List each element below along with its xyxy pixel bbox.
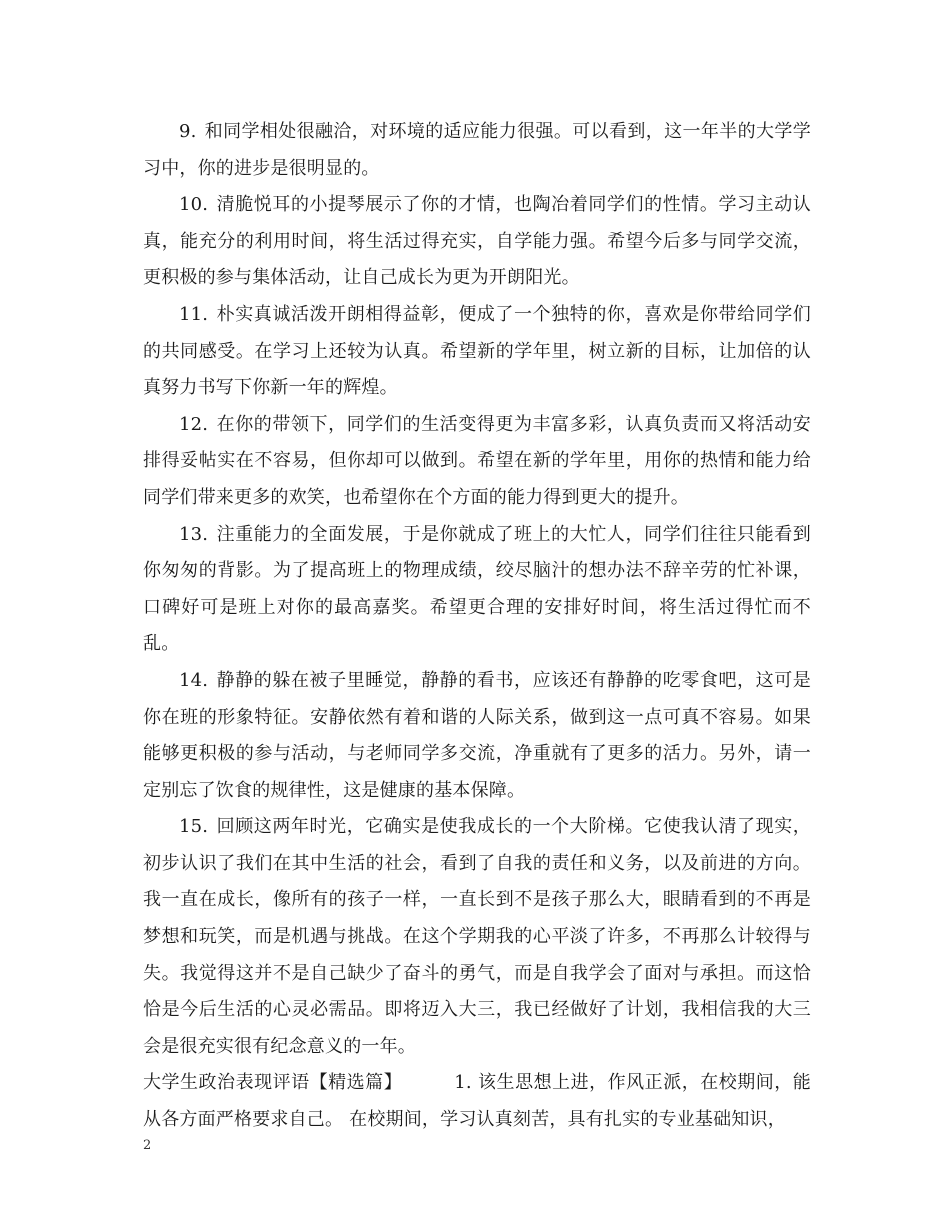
item-number: 11. [179,303,209,325]
item-text: 朴实真诚活泼开朗相得益彰，便成了一个独特的你，喜欢是你带给同学们的共同感受。在学习上还较为认真。希望新的学年里，树立新的目标，让加倍的认真努力书写下你新一年的辉煌。 [143,303,811,399]
item-text: 静静的躲在被子里睡觉，静静的看书，应该还有静静的吃零食吧，这可是你在班的形象特征。安静依然有着和谐的人际关系，做到这一点可真不容易。如果能够更积极的参与活动，与老师同学多交流，净重就有了更多的活力。另外，请一定别忘了饮食的规律性，这是健康的基本保障。 [143,669,811,801]
item-text: 和同学相处很融洽，对环境的适应能力很强。可以看到，这一年半的大学学习中，你的进步是很明显的。 [143,121,811,179]
section-start-paragraph [143,1065,811,1138]
comment-paragraph-9 [143,114,811,187]
item-number: 14. [179,669,209,691]
document-body [143,114,811,1139]
item-number: 9. [179,121,197,142]
comment-paragraph-11 [143,297,811,407]
item-number: 13. [179,523,209,545]
item-number: 15. [179,816,209,838]
item-text: 清脆悦耳的小提琴展示了你的才情，也陶冶着同学们的性情。学习主动认真，能充分的利用时间，将生活过得充实，自学能力强。希望今后多与同学交流，更积极的参与集体活动，让自己成长为更为开朗阳光。 [143,194,811,289]
comment-paragraph-14 [143,663,811,809]
item-text: 回顾这两年时光，它确实是使我成长的一个大阶梯。它使我认清了现实，初步认识了我们在其中生活的社会，看到了自我的责任和义务，以及前进的方向。我一直在成长，像所有的孩子一样，一直长到不是孩子那么大，眼睛看到的不再是梦想和玩笑，而是机遇与挑战。在这个学期我的心平淡了许多，不再那么计较得与失。我觉得这并不是自己缺少了奋斗的勇气，而是自我学会了面对与承担。而这恰恰是今后生活的心灵必需品。即将迈入大三，我已经做好了计划，我相信我的大三会是很充实很有纪念意义的一年。 [143,816,811,1057]
item-text: 注重能力的全面发展，于是你就成了班上的大忙人，同学们往往只能看到你匆匆的背影。为了提高班上的物理成绩，绞尽脑汁的想办法不辞辛劳的忙补课，口碑好可是班上对你的最高嘉奖。希望更合理的安排好时间，将生活过得忙而不乱。 [143,523,811,655]
item-number: 12. [179,413,209,435]
item-text: 在你的带领下，同学们的生活变得更为丰富多彩，认真负责而又将活动安排得妥帖实在不容易，但你却可以做到。希望在新的学年里，用你的热情和能力给同学们带来更多的欢笑，也希望你在个方面的能力得到更大的提升。 [143,413,811,508]
comment-paragraph-15 [143,809,811,1065]
page-number: 2 [143,1138,152,1153]
section-heading: 大学生政治表现评语【精选篇】 [143,1072,403,1094]
comment-paragraph-10 [143,187,811,297]
item-number: 1. [454,1072,472,1094]
item-number: 10. [179,194,209,216]
comment-paragraph-13 [143,517,811,663]
item-text: 该生思想上进，作风正派，在校期间，能从各方面严格要求自己。 在校期间，学习认真刻苦，具有扎实的专业基础知识， [143,1072,811,1131]
comment-paragraph-12 [143,407,811,517]
